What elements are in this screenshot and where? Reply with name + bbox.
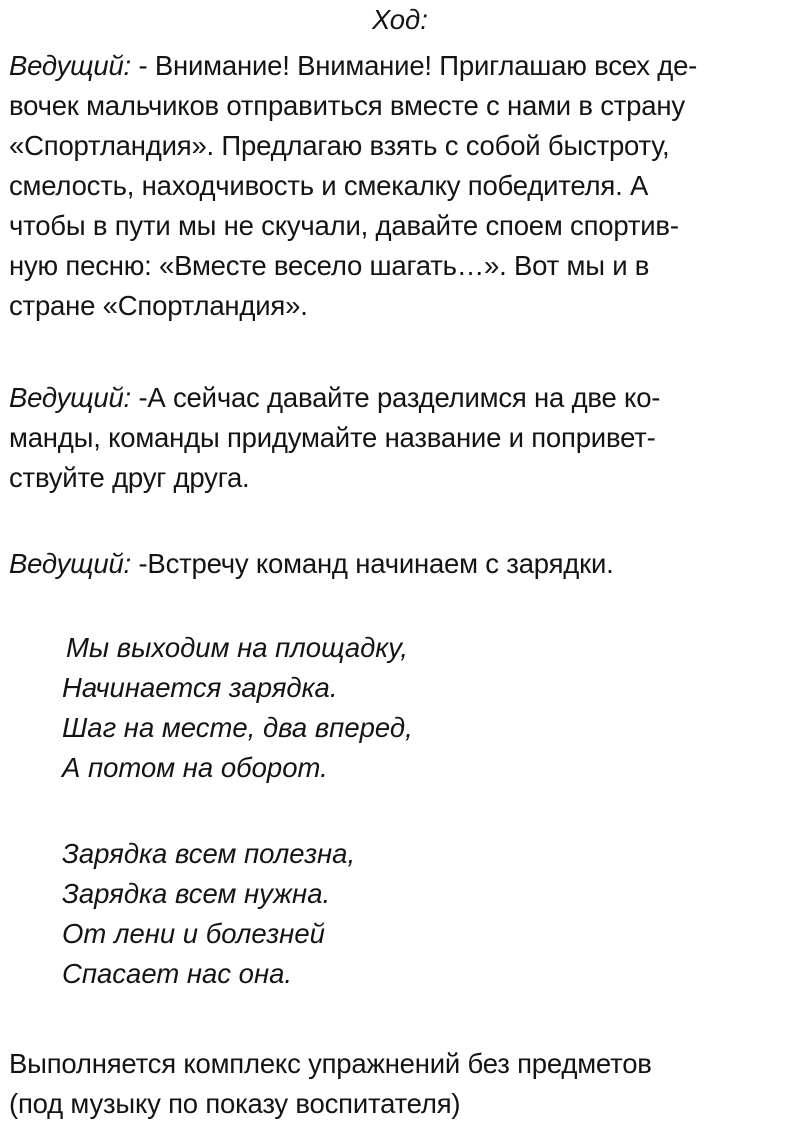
verse-1-line-2: Начинается зарядка.: [62, 672, 338, 703]
paragraph-2-line-3: ствуйте друг друга.: [9, 462, 250, 493]
speaker-label: Ведущий:: [9, 50, 132, 81]
verse-2-line-4: Спасает нас она.: [62, 958, 293, 989]
speaker-label: Ведущий:: [9, 382, 132, 413]
paragraph-1-line-6: ную песню: «Вместе весело шагать…». Вот мы и в: [9, 250, 650, 281]
paragraph-text: - Внимание! Внимание! Приглашаю всех де-: [138, 50, 698, 81]
paragraph-2-line-2: манды, команды придумайте название и попривет-: [9, 422, 656, 453]
speaker-label: Ведущий:: [9, 548, 132, 579]
section-heading: Ход:: [372, 4, 428, 35]
paragraph-text: -Встречу команд начинаем с зарядки.: [138, 548, 614, 579]
paragraph-3-line-1: [9, 544, 614, 584]
verse-1-line-3: Шаг на месте, два вперед,: [62, 712, 413, 743]
verse-2-line-1: Зарядка всем полезна,: [62, 838, 356, 869]
paragraph-1-line-5: чтобы в пути мы не скучали, давайте споем спортив-: [9, 210, 679, 241]
footer-line-2: (под музыку по показу воспитателя): [9, 1088, 461, 1119]
paragraph-1-line-7: стране «Спортландия».: [9, 290, 308, 321]
paragraph-1-line-2: вочек мальчиков отправиться вместе с нами в страну: [9, 90, 685, 121]
verse-1-line-1: Мы выходим на площадку,: [66, 632, 408, 663]
paragraph-1-line-3: «Спортландия». Предлагаю взять с собой быстроту,: [9, 130, 670, 161]
paragraph-text: -А сейчас давайте разделимся на две ко-: [138, 382, 661, 413]
paragraph-2-line-1: [9, 378, 660, 418]
paragraph-1-line-4: смелость, находчивость и смекалку победителя. А: [9, 170, 649, 201]
verse-2-line-3: От лени и болезней: [62, 918, 325, 949]
paragraph-1-line-1: [9, 46, 697, 86]
footer-line-1: Выполняется комплекс упражнений без предметов: [9, 1048, 652, 1079]
verse-2-line-2: Зарядка всем нужна.: [62, 878, 331, 909]
verse-1-line-4: А потом на оборот.: [62, 752, 328, 783]
